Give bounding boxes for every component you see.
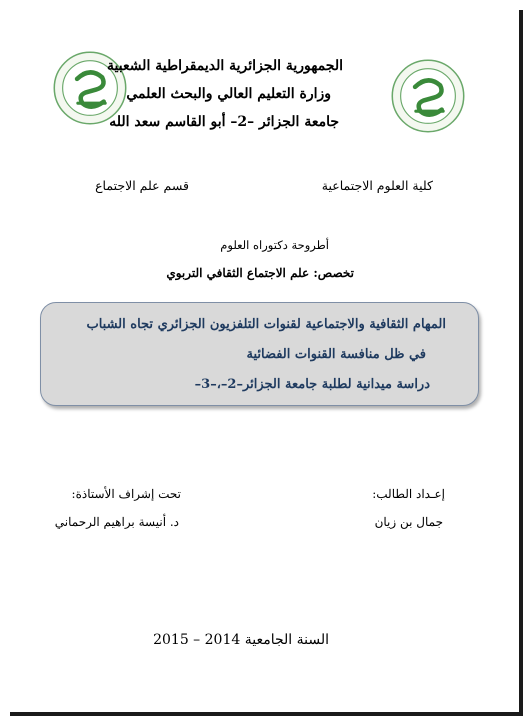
supervisor-label: تحت إشراف الأستاذة:: [71, 487, 181, 501]
thesis-title-line-3: دراسة ميدانية لطلبة جامعة الجزائر–2–،–3–: [194, 377, 430, 392]
thesis-title-line-2: في ظل منافسة القنوات الفضائية: [246, 347, 426, 362]
faculty-name: كلية العلوم الاجتماعية: [321, 178, 433, 193]
thesis-title-box: [40, 302, 479, 406]
student-name: جمال بن زيان: [374, 515, 443, 529]
university-logo-icon: [390, 58, 466, 134]
page-shadow-bottom: [10, 712, 523, 716]
supervisor-name: د. أنيسة براهيم الرحماني: [54, 515, 179, 529]
department-name: قسم علم الاجتماع: [95, 178, 189, 193]
university-logo-right: [390, 58, 466, 134]
university-name: جامعة الجزائر –2– أبو القاسم سعد الله: [109, 114, 339, 130]
thesis-title-line-1: المهام الثقافية والاجتماعية لقنوات التلفزيون الجزائري تجاه الشباب: [86, 317, 446, 332]
thesis-type: أطروحة دكتوراه العلوم: [220, 238, 329, 252]
ministry-name: وزارة التعليم العالي والبحث العلمي: [126, 86, 331, 102]
academic-year: السنة الجامعية 2014 – 2015: [153, 632, 329, 648]
specialty: تخصص: علم الاجتماع الثقافي التربوي: [166, 266, 354, 280]
student-label: إعـداد الطالب:: [372, 487, 445, 501]
page-shadow-right: [519, 10, 523, 712]
republic-name: الجمهورية الجزائرية الديمقراطية الشعبية: [106, 58, 343, 74]
